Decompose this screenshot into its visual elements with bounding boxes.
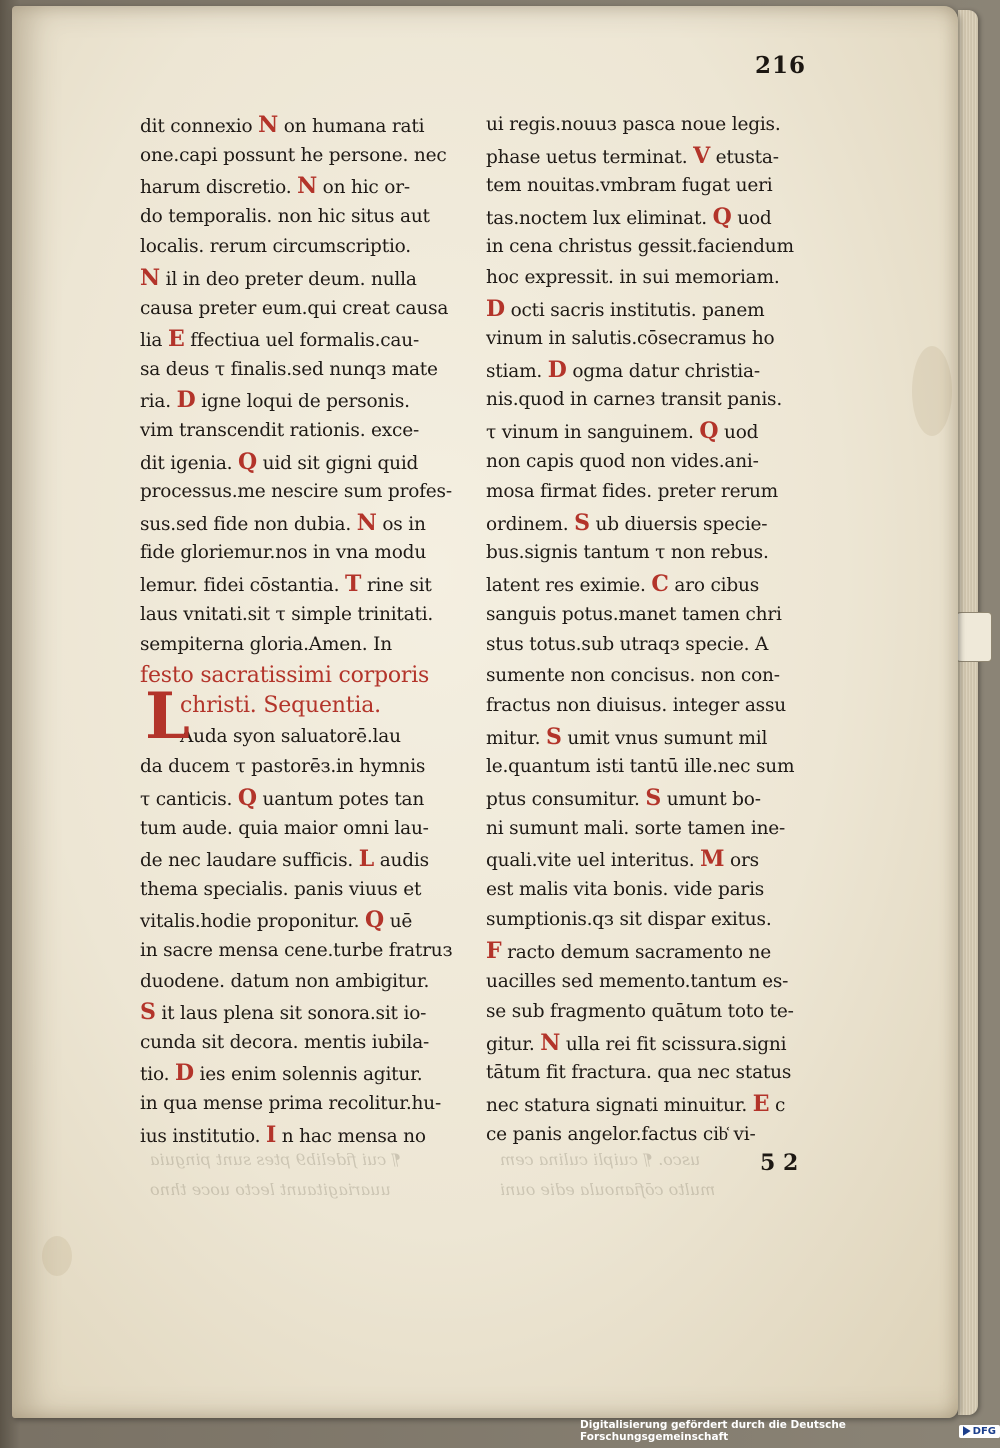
right-column xyxy=(486,110,808,1150)
text-line: ptus consumitur. S umunt bo- xyxy=(486,785,761,812)
credit-text: Digitalisierung gefördert durch die Deutsche Forschungsgemeinschaft xyxy=(580,1419,846,1443)
digitization-credit xyxy=(580,1420,1000,1442)
gathering-signature: 5 2 xyxy=(760,1150,799,1176)
text-line: tātum fit fractura. qua nec status xyxy=(486,1062,792,1084)
text-line: duodene. datum non ambigitur. xyxy=(140,970,430,992)
folio-number: 216 xyxy=(755,52,807,79)
text-line: thema specialis. panis viuus et xyxy=(140,878,422,900)
text-line: ni sumunt mali. sorte tamen ine- xyxy=(486,817,786,839)
text-line: ordinem. S ub diuersis specie- xyxy=(486,509,768,536)
bleed-through-text: multo cōfianoula edie ouni xyxy=(500,1180,716,1199)
text-line: gitur. N ulla rei fit scissura.signi xyxy=(486,1029,787,1056)
text-line: de nec laudare sufficis. L audis xyxy=(140,846,429,873)
text-line: tas.noctem lux eliminat. Q uod xyxy=(486,203,772,230)
text-line: tio. D ies enim solennis agitur. xyxy=(140,1060,423,1087)
text-line: D octi sacris institutis. panem xyxy=(486,295,765,322)
text-line: lia E ffectiua uel formalis.cau- xyxy=(140,326,420,353)
text-line: laus vnitati.sit τ simple trinitati. xyxy=(140,603,434,625)
text-line: phase uetus terminat. V etusta- xyxy=(486,142,779,169)
text-line: fractus non diuisus. integer assu xyxy=(486,695,786,717)
bleed-through-text: ¶ cui fidelib9 ptes sunt pinguia xyxy=(150,1150,402,1169)
paper-stain xyxy=(42,1236,72,1276)
text-line: τ vinum in sanguinem. Q uod xyxy=(486,417,759,444)
text-line: le.quantum isti tantū ille.nec sum xyxy=(486,756,795,778)
text-line: da ducem τ pastorēз.in hymnis xyxy=(140,756,426,778)
text-line: in sacre mensa cene.turbe fratruз xyxy=(140,940,453,962)
text-line: nis.quod in carneз transit panis. xyxy=(486,389,783,411)
rubric-heading-line-1: festo sacratissimi corporis xyxy=(140,662,430,688)
text-line: Auda syon saluatorē.lau xyxy=(180,725,401,747)
text-line: vim transcendit rationis. exce- xyxy=(140,419,419,441)
text-line: tum aude. quia maior omni lau- xyxy=(140,817,429,839)
text-line: sus.sed fide non dubia. N os in xyxy=(140,509,426,536)
sequence-initial-letter: L xyxy=(145,679,190,754)
text-line: processus.me nescire sum profes- xyxy=(140,481,452,503)
page-stack-edge xyxy=(958,10,978,1415)
text-line: uacilles sed memento.tantum es- xyxy=(486,970,789,992)
text-line: sanguis potus.manet tamen chri xyxy=(486,603,782,625)
rubric-heading-line-2: christi. Sequentia. xyxy=(180,693,381,719)
text-line: N il in deo preter deum. nulla xyxy=(140,264,417,291)
text-line: lemur. fidei cōstantia. T rine sit xyxy=(140,570,432,597)
text-line: hoc expressit. in sui memoriam. xyxy=(486,266,780,288)
text-line: in cena christus gessit.faciendum xyxy=(486,236,794,258)
text-line: vinum in salutis.cōsecramus ho xyxy=(486,328,775,350)
text-line: ria. D igne loqui de personis. xyxy=(140,387,410,414)
text-line: stus totus.sub utraqз specie. A xyxy=(486,634,769,656)
text-line: mitur. S umit vnus sumunt mil xyxy=(486,723,768,750)
paper-stain xyxy=(912,346,952,436)
text-line: latent res eximie. C aro cibus xyxy=(486,570,760,597)
text-line: sempiterna gloria.Amen. In xyxy=(140,634,392,656)
text-line: sumptionis.qз sit dispar exitus. xyxy=(486,909,772,931)
text-line: S it laus plena sit sonora.sit io- xyxy=(140,999,427,1026)
text-line: ui regis.nouuз pasca noue legis. xyxy=(486,114,781,135)
dfg-mark-icon xyxy=(963,1426,971,1436)
text-line: bus.signis tantum τ non rebus. xyxy=(486,542,769,564)
text-line: dit connexio N on humana rati xyxy=(140,112,425,138)
dfg-logo: DFG xyxy=(959,1425,1000,1438)
text-line: τ canticis. Q uantum potes tan xyxy=(140,785,425,812)
text-line: tem nouitas.vmbram fugat ueri xyxy=(486,175,773,197)
text-line: harum discretio. N on hic or- xyxy=(140,173,410,200)
text-line: sumente non concisus. non con- xyxy=(486,664,780,686)
text-line: dit igenia. Q uid sit gigni quid xyxy=(140,448,419,475)
text-line: stiam. D ogma datur christia- xyxy=(486,356,760,383)
text-line: mosa firmat fides. preter rerum xyxy=(486,481,779,503)
text-line: se sub fragmento quātum toto te- xyxy=(486,1001,794,1023)
text-line: cunda sit decora. mentis iubila- xyxy=(140,1031,430,1053)
bleed-through-text: uuariagitaunt lecto uoce thno xyxy=(150,1180,391,1199)
text-line: nec statura signati minuitur. E c xyxy=(486,1091,786,1117)
text-line: ce panis angelor.factus cib᷾ vi- xyxy=(486,1123,756,1145)
text-line: quali.vite uel interitus. M ors xyxy=(486,846,759,873)
text-line: localis. rerum circumscriptio. xyxy=(140,236,411,258)
text-line: causa preter eum.qui creat causa xyxy=(140,297,449,319)
text-line: fide gloriemur.nos in vna modu xyxy=(140,542,427,564)
text-line: vitalis.hodie proponitur. Q uē xyxy=(140,907,413,934)
text-line: est malis vita bonis. vide paris xyxy=(486,878,765,900)
left-column xyxy=(140,110,462,1150)
text-line: one.capi possunt he persone. nec xyxy=(140,144,447,166)
bleed-through-text: usco. ¶ cuipli culina cem xyxy=(500,1150,701,1169)
text-line: in qua mense prima recolitur.hu- xyxy=(140,1093,442,1114)
text-line: non capis quod non vides.ani- xyxy=(486,450,759,472)
text-line: sa deus τ finalis.sed nunqз mate xyxy=(140,358,438,380)
text-line: ius institutio. I n hac mensa no xyxy=(140,1121,426,1148)
text-line: do temporalis. non hic situs aut xyxy=(140,205,430,227)
text-line: F racto demum sacramento ne xyxy=(486,938,771,965)
